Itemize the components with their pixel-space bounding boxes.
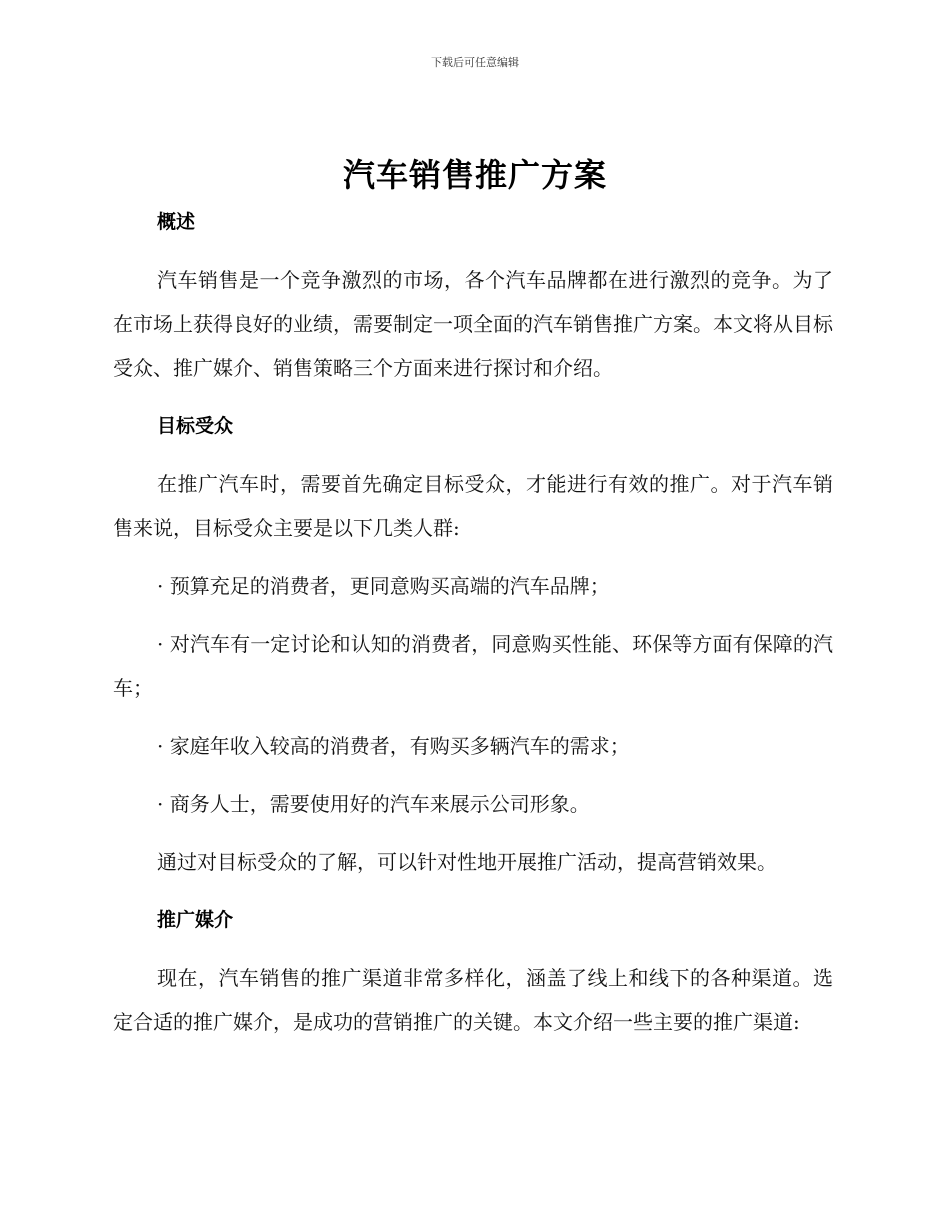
audience-conclusion-paragraph: 通过对目标受众的了解，可以针对性地开展推广活动，提高营销效果。 <box>157 850 777 874</box>
document-body <box>113 200 833 1044</box>
document-title: 汽车销售推广方案 <box>342 156 607 194</box>
page-header: 下载后可任意编辑 <box>431 56 519 69</box>
section-heading-audience: 目标受众 <box>157 415 234 437</box>
audience-bullet-2: · 对汽车有一定讨论和认知的消费者，同意购买性能、环保等方面有保障的汽车； <box>113 632 833 700</box>
audience-bullet-3: · 家庭年收入较高的消费者，有购买多辆汽车的需求； <box>157 734 630 758</box>
media-paragraph: 现在，汽车销售的推广渠道非常多样化，涵盖了线上和线下的各种渠道。选定合适的推广媒介，是成功的营销推广的关键。本文介绍一些主要的推广渠道: <box>113 966 833 1034</box>
audience-bullet-1: · 预算充足的消费者，更同意购买高端的汽车品牌； <box>157 574 610 598</box>
audience-intro-paragraph: 在推广汽车时，需要首先确定目标受众，才能进行有效的推广。对于汽车销售来说，目标受众主要是以下几类人群: <box>113 472 833 540</box>
audience-bullet-4: · 商务人士，需要使用好的汽车来展示公司形象。 <box>157 792 590 816</box>
section-heading-media: 推广媒介 <box>157 909 234 931</box>
section-heading-overview: 概述 <box>157 211 196 233</box>
overview-paragraph: 汽车销售是一个竞争激烈的市场，各个汽车品牌都在进行激烈的竞争。为了在市场上获得良好的业绩，需要制定一项全面的汽车销售推广方案。本文将从目标受众、推广媒介、销售策略三个方面来进行探讨和介绍。 <box>113 268 833 380</box>
